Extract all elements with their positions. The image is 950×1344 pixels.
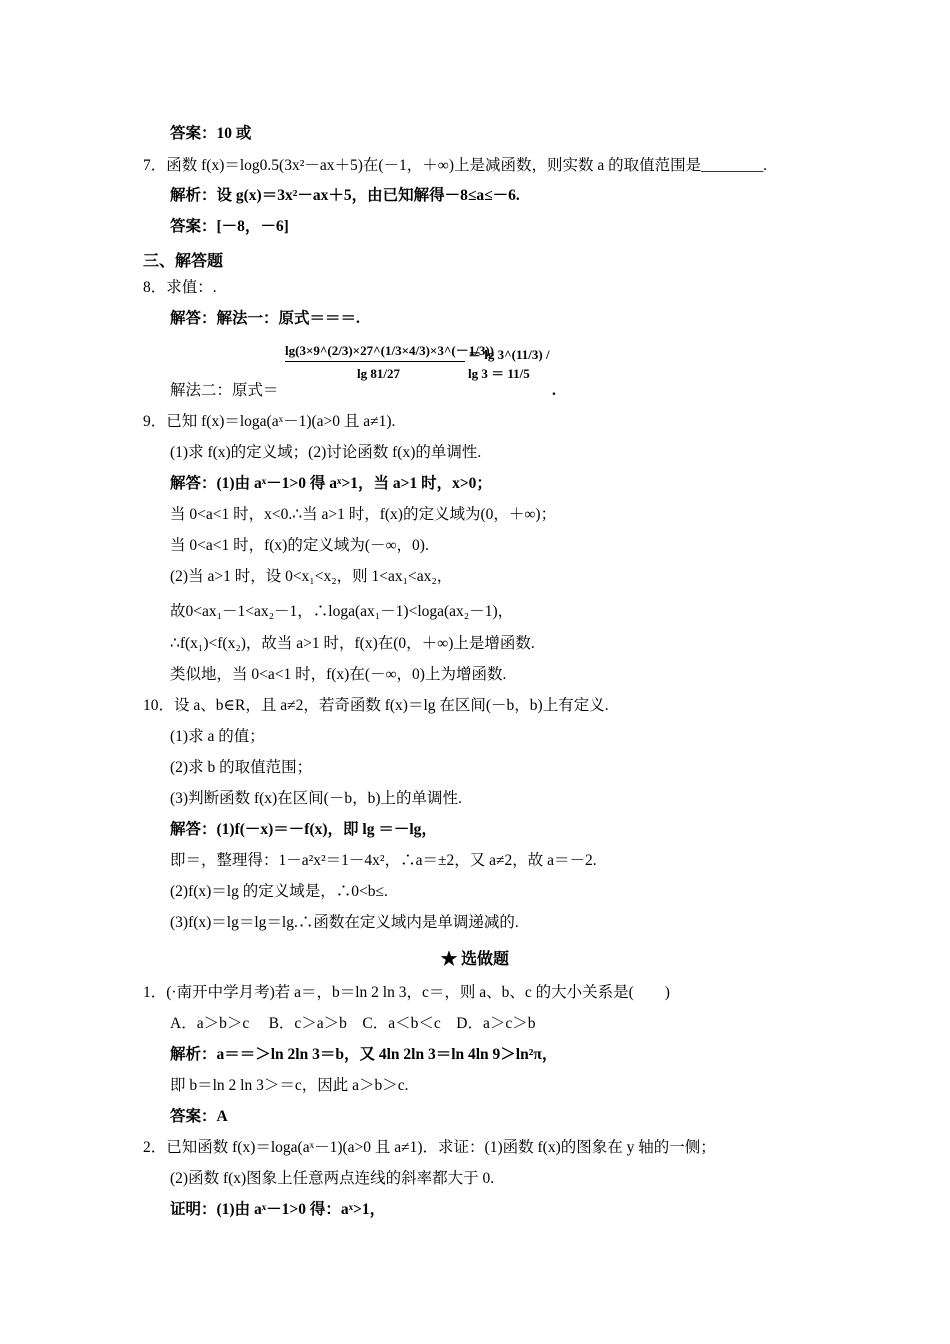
text-line-l06: 8．求值：.: [143, 279, 217, 296]
text-line-l10: (1)求 f(x)的定义域；(2)讨论函数 f(x)的单调性.: [170, 444, 482, 461]
text-line-l32: 2．已知函数 f(x)＝loga(aˣ－1)(a>0 且 a≠1)．求证：(1)函数 f(x)的图象在 y 轴的一侧；: [143, 1139, 716, 1156]
text-line-l25: (3)f(x)＝lg＝lg＝lg.∴函数在定义域内是单调递减的.: [170, 914, 519, 931]
text-line-l12: 当 0<a<1 时，x<0.∴当 a>1 时，f(x)的定义域为(0，＋∞)；: [170, 506, 557, 523]
text-line-l21: (3)判断函数 f(x)在区间(－b，b)上的单调性.: [170, 790, 462, 807]
formula-result: ＝ lg 3^(11/3) / lg 3 ＝ 11/5: [468, 347, 550, 381]
formula-dot: .: [552, 382, 556, 399]
text-line-l33: (2)函数 f(x)图象上任意两点连线的斜率都大于 0.: [170, 1170, 495, 1187]
text-line-l28: A．a＞b＞c B．c＞a＞b C．a＜b＜c D．a＞c＞b: [170, 1015, 536, 1032]
section-heading-3: 三、解答题: [143, 253, 224, 270]
text-line-l08: 解法二：原式＝: [170, 382, 279, 399]
formula-denominator: lg 81/27: [357, 366, 400, 381]
text-line-l14: (2)当 a>1 时，设 0<x₁<x₂，则 1<ax₁<ax₂，: [170, 568, 453, 585]
text-line-l17: 类似地，当 0<a<1 时，f(x)在(－∞，0)上为增函数.: [170, 666, 507, 683]
formula-image: [285, 340, 555, 398]
text-line-l22: 解答：(1)f(－x)＝－f(x)，即 lg ＝－lg，: [170, 821, 437, 838]
text-line-l03: 解析：设 g(x)＝3x²－ax＋5，由已知解得－8≤a≤－6.: [170, 187, 520, 204]
text-line-l13: 当 0<a<1 时，f(x)的定义域为(－∞，0).: [170, 537, 429, 554]
text-line-l34: 证明：(1)由 aˣ－1>0 得：aˣ>1，: [170, 1201, 386, 1218]
text-line-l18: 10．设 a、b∈R，且 a≠2，若奇函数 f(x)＝lg 在区间(－b，b)上有定义.: [143, 697, 609, 714]
text-line-l11: 解答：(1)由 aˣ－1>0 得 aˣ>1，当 a>1 时，x>0；: [170, 475, 492, 492]
text-line-l02: 7．函数 f(x)＝log0.5(3x²－ax＋5)在(－1，＋∞)上是减函数，则实数 a 的取值范围是________.: [143, 157, 768, 174]
text-line-l20: (2)求 b 的取值范围；: [170, 759, 313, 776]
text-line-l30: 即 b＝ln 2 ln 3＞＝c，因此 a＞b＞c.: [170, 1077, 409, 1094]
text-line-l23: 即＝，整理得：1－a²x²＝1－4x²，∴a＝±2，又 a≠2，故 a＝－2.: [170, 852, 597, 869]
formula-fraction-bar: [285, 361, 465, 362]
text-line-l24: (2)f(x)＝lg 的定义域是，∴0<b≤.: [170, 883, 388, 900]
text-line-l19: (1)求 a 的值；: [170, 728, 265, 745]
text-line-l29: 解析：a＝＝＞ln 2ln 3＝b，又 4ln 2ln 3＝ln 4ln 9＞ln²π，: [170, 1046, 558, 1063]
text-line-l09: 9．已知 f(x)＝loga(aˣ－1)(a>0 且 a≠1).: [143, 413, 396, 430]
section-heading-optional: ★ 选做题: [440, 951, 509, 968]
formula-numerator: lg(3×9^(2/3)×27^(1/3×4/3)×3^(－1/3)): [285, 343, 494, 358]
text-line-l01: 答案：10 或: [170, 125, 252, 142]
text-line-l07: 解答：解法一：原式＝＝＝.: [170, 310, 360, 327]
text-line-l15: 故0<ax₁－1<ax₂－1，∴loga(ax₁－1)<loga(ax₂－1)，: [170, 603, 514, 620]
text-line-l27: 1．(·南开中学月考)若 a＝，b＝ln 2 ln 3，c＝，则 a、b、c 的大小关系是( ): [143, 984, 670, 1001]
text-line-l04: 答案：[－8，－6]: [170, 218, 289, 235]
text-line-l31: 答案：A: [170, 1108, 228, 1125]
text-line-l16: ∴f(x₁)<f(x₂)，故当 a>1 时，f(x)在(0，＋∞)上是增函数.: [170, 635, 535, 652]
